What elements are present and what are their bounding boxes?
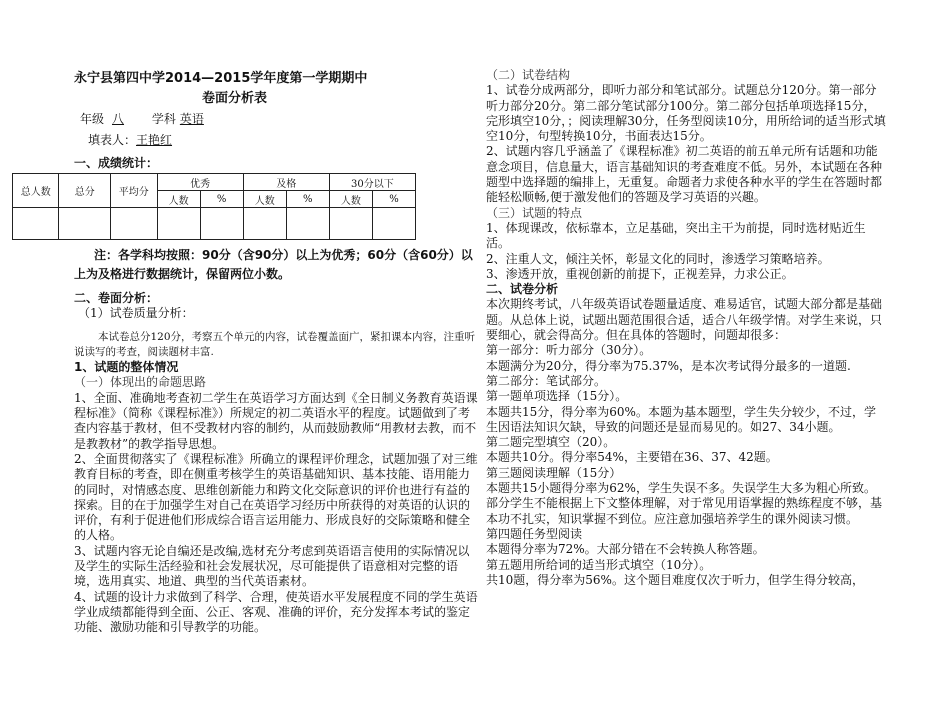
q3-result: 本题共15小题得分率为62%，学生失误不多。失误学生大多为粗心所致。部分学生不能根据上下文整体理解，对于常见用语掌握的熟练程度不够，基本功不扎实，知识掌握不到位。应注意加强培养学生的课外阅读习惯。 [486,481,883,526]
q2-result: 本题共10分。得分率54%，主要错在36、37、42题。 [486,450,778,465]
filler-value: 王艳红 [136,133,173,147]
paragraph-4: 4、试题的设计力求做到了科学、合理，使英语水平发展程度不同的学生英语学业成绩都能得到全面、公正、客观、准确的评价，充分发挥本考试的鉴定功能、激励功能和引导教学的功能。 [74,589,478,635]
paragraph-2: 2、全面贯彻落实了《课程标准》所确立的课程评价理念，试题加强了对三维教育目标的考查，即在侧重考核学生的英语基础知识、基本技能、语用能力的同时，对情感态度、思维创新能力和跨文化交际意识的评价也进行有益的探索。目的在于加强学生对自己在英语学习经历中所获得的对英语的认识的评价，有利于促进他们形成综合语言运用能力、形成良好的交际策略和健全的人格。 [74,451,478,543]
col-average: 平均分 [111,174,157,208]
q4-result: 本题得分率为72%。大部分错在不会转换人称答题。 [486,542,765,557]
excellent-percent: % [200,191,243,208]
score-statistics-table [12,173,416,240]
feature-3: 3、渗透开放，重视创新的前提下，正视差异，力求公正。 [486,266,794,281]
quality-analysis-subheading: （1）试卷质量分析： [78,306,194,321]
below30-percent: % [372,191,415,208]
feature-2: 2、注重人文，倾注关怀，彰显文化的同时，渗透学习策略培养。 [486,251,830,266]
table-cell [372,208,415,240]
section-analysis-heading: 二、卷面分析： [74,291,159,305]
paragraph-1: 1、全面、准确地考查初二学生在英语学习方面达到《全日制义务教育英语课程标准》（简称《课程标准》）所规定的初二英语水平的程度。试题做到了考查内容基于教材，但不受教材内容的制约，从而鼓励教师“用教材去教，而不是教教材”的教学指导思想。 [74,390,478,451]
col-excellent: 优秀 [157,174,243,191]
grading-note: 注：各学科均按照：90分（含90分）以上为优秀；60分（含60分）以上为及格进行数据统计，保留两位小数。 [74,248,473,281]
grade-label: 年级 [80,112,105,126]
filler-line [88,131,190,148]
written-part: 第二部分：笔试部分。 [486,373,607,388]
overall-heading: 1、试题的整体情况 [74,360,179,375]
feature-1: 1、体现课改，依标靠本，立足基础，突出主干为前提，同时选材贴近生活。 [486,220,866,251]
table-cell [286,208,329,240]
intro-paragraph: 本试卷总分120分，考察五个单元的内容，试卷覆盖面广，紧扣课本内容，注重听说读写的考查，阅读题材丰富. [74,330,476,358]
paragraph-3: 3、试题内容无论自编还是改编,选材充分考虑到英语语言使用的实际情况以及学生的实际生活经验和社会发展状况，尽可能提供了语意相对完整的语境，选用真实、地道、典型的当代英语素材。 [74,543,470,589]
q5-result: 共10题，得分率为56%。这个题目难度仅次于听力，但学生得分较高， [486,572,864,587]
document-subtitle: 卷面分析表 [202,91,268,106]
table-cell [157,208,200,240]
q2-heading: 第二题完型填空（20）。 [486,435,616,450]
below30-people: 人数 [329,191,372,208]
subject-label: 学科 [151,112,176,126]
col-below30: 30分以下 [329,174,415,191]
right-text-flow [486,68,886,588]
listening-result: 本题满分为20分，得分率为75.37%，是本次考试得分最多的一道题. [486,358,851,373]
col-pass: 及格 [243,174,329,191]
grade-subject-line [80,110,218,127]
q1-result: 本题共15分，得分率为60%。本题为基本题型，学生失分较少，不过，学生因语法知识欠缺，导致的问题还是显而易见的。如27、34小题。 [486,404,876,434]
q3-heading: 第三题阅读理解（15分） [486,465,622,480]
table-cell [59,208,111,240]
analysis-intro: 本次期终考试，八年级英语试卷题量适度、难易适官，试题大部分都是基础题。从总体上说，试题出题范围很合适，适合八年级学情。对学生来说，只要细心，就会得高分。但在具体的答题时，问题却很多： [486,297,883,343]
structure-heading: （二）试卷结构 [486,68,571,82]
table-cell [111,208,157,240]
paper-analysis-heading: 二、试卷分析 [486,282,559,297]
features-heading: （三）试题的特点 [486,205,583,220]
table-cell [329,208,372,240]
pass-percent: % [286,191,329,208]
q4-heading: 第四题任务型阅读 [486,526,583,541]
left-text-flow [74,291,478,636]
idea-heading: （一）体现出的命题思路 [74,375,207,390]
table-cell [13,208,59,240]
listening-part: 第一部分：听力部分（30分）。 [486,343,652,358]
table-cell [243,208,286,240]
table-cell [200,208,243,240]
structure-2: 2、试题内容几乎涵盖了《课程标准》初二英语的前五单元所有话题和功能意念项目，信息量大，语言基础知识的考查难度不低。另外，本试题在各种题型中选择题的编排上，无重复。命题者力求使各种水平的学生在答题时都能轻松顺畅,便于激发他们的答题及学习英语的兴趣。 [486,144,883,205]
structure-1: 1、试卷分成两部分，即听力部分和笔试部分。试题总分120分。第一部分听力部分20分。第二部分笔试部分100分。第二部分包括单项选择15分，完形填空10分，；阅读理解30分，任务型阅读10分，用所给词的适当形式填空10分，句型转换10分，书面表达15分。 [486,83,886,144]
q5-heading: 第五题用所给词的适当形式填空（10分）。 [486,557,712,572]
section-score-heading: 一、成绩统计： [74,156,159,170]
document-title: 永宁县第四中学2014—2015学年度第一学期期中 [74,71,368,86]
col-total-people: 总人数 [13,174,59,208]
pass-people: 人数 [243,191,286,208]
filler-label: 填表人： [88,133,137,147]
q1-heading: 第一题单项选择（15分）。 [486,389,628,404]
col-total-score: 总分 [59,174,111,208]
grade-value: 八 [112,112,125,126]
excellent-people: 人数 [157,191,200,208]
subject-value: 英语 [179,112,204,126]
